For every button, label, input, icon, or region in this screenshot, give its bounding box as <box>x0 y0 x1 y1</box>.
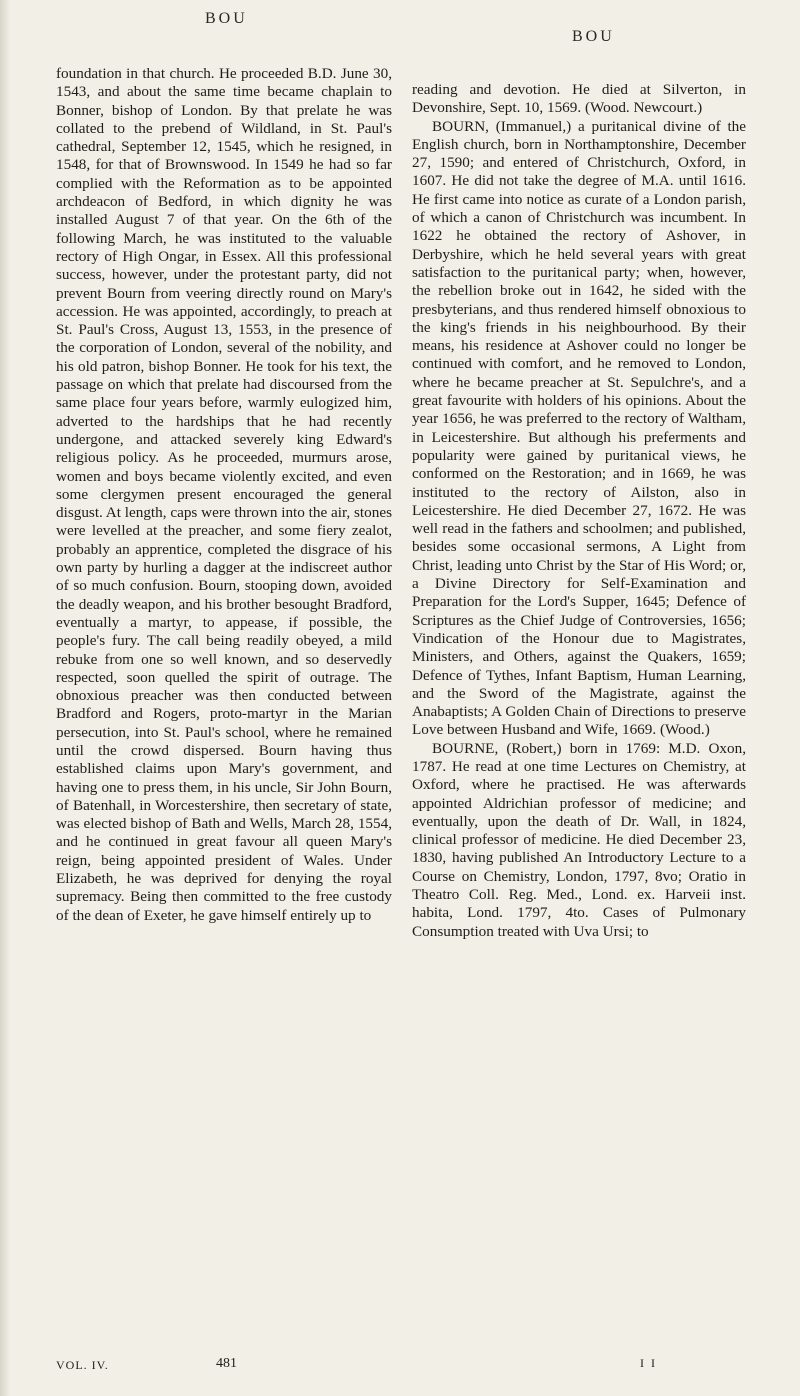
right-column <box>412 81 746 941</box>
volume-label: VOL. IV. <box>56 1358 109 1372</box>
entry-bourn-immanuel: BOURN, (Immanuel,) a puritanical divine of the English church, born in Northamptonshire, December 27, 1590; and entered of Christchurch, Oxford, in 1607. He did not take the degree of M.A. until 1616. He first came into notice as curate of a London parish, of which a canon of Christchurch was incumbent. In 1622 he obtained the rectory of Ashover, in Derbyshire, which he held several years with great satisfaction to the puritanical party; when, however, the rebellion broke out in 1642, he sided with the presbyterians, and thus rendered himself obnoxious to the king's friends in his neighbourhood. By their means, his residence at Ashover could no longer be continued with comfort, and he removed to London, where he became preacher at St. Sepulchre's, and a great favourite with holders of his opinions. About the year 1656, he was preferred to the rectory of Waltham, in Leicestershire. But although his preferments and popularity were gained by puritanical views, he conformed on the Restoration; and in 1669, he was instituted to the rectory of Ailston, also in Leicestershire. He died December 27, 1672. He was well read in the fathers and schoolmen; and published, besides some occasional sermons, A Light from Christ, leading unto Christ by the Star of His Word; or, a Divine Directory for Self-Examination and Preparation for the Lord's Supper, 1645; Defence of Scriptures as the Chief Judge of Controversies, 1656; Vindication of the Honour due to Magistrates, Ministers, and Others, against the Quakers, 1659; Defence of Tythes, Infant Baptism, Human Learning, and the Sword of the Magistrate, against the Anabaptists; A Golden Chain of Directions to preserve Love between Husband and Wife, 1669. (Wood.) <box>412 117 746 739</box>
signature-mark: I I <box>640 1356 657 1370</box>
entry-bourne-robert: BOURNE, (Robert,) born in 1769: M.D. Oxon, 1787. He read at one time Lectures on Chemistry, at Oxford, where he practised. He was afterwards appointed Aldrichian professor of medicine; and eventually, upon the death of Dr. Wall, in 1824, clinical professor of medicine. He died December 23, 1830, having published An Introductory Lecture to a Course on Chemistry, London, 1797, 8vo; Oratio in Theatro Coll. Reg. Med., Lond. ex. Harveii inst. habita, Lond. 1797, 4to. Cases of Pulmonary Consumption treated with Uva Ursi; to <box>412 739 746 940</box>
running-head-left: BOU <box>205 10 248 27</box>
page-gutter-shadow <box>0 0 10 1396</box>
right-column-paragraph-continuation: reading and devotion. He died at Silverton, in Devonshire, Sept. 10, 1569. (Wood. Newcourt.) <box>412 81 746 117</box>
running-head-right: BOU <box>572 28 615 45</box>
page-number: 481 <box>216 1356 237 1371</box>
left-column-paragraph: foundation in that church. He proceeded B.D. June 30, 1543, and about the same time became chaplain to Bonner, bishop of London. By that prelate he was collated to the prebend of Wildland, in St. Paul's cathedral, September 12, 1545, which he resigned, in 1548, for that of Brownswood. In 1549 he had so far complied with the Reformation as to be appointed archdeacon of Bedford, in which dignity he was installed August 7 of that year. On the 6th of the following March, he was instituted to the valuable rectory of High Ongar, in Essex. All this professional success, however, under the protestant party, did not prevent Bourn from veering directly round on Mary's accession. He was appointed, accordingly, to preach at St. Paul's Cross, August 13, 1553, in the presence of the corporation of London, several of the nobility, and his old patron, bishop Bonner. He took for his text, the passage on which that prelate had discoursed from the same place four years before, warmly eulogized him, adverted to the hardships that he had recently undergone, and attacked severely king Edward's religious policy. As he proceeded, murmurs arose, women and boys became violently excited, and even some clergymen present encouraged the general disgust. At length, caps were thrown into the air, stones were levelled at the preacher, and some fiery zealot, probably an apprentice, completed the disgrace of his own party by hurling a dagger at the indiscreet author of so much confusion. Bourn, stooping down, avoided the deadly weapon, and his brother besought Bradford, eventually a martyr, to appease, if possible, the people's fury. The call being readily obeyed, a mild rebuke from one so well known, and so deservedly respected, soon quelled the spirit of outrage. The obnoxious preacher was then conducted between Bradford and Rogers, proto-martyr in the Marian persecution, into St. Paul's school, where he remained until the crowd dispersed. Bourn having thus established claims upon Mary's government, and having one to press them, in his uncle, Sir John Bourn, of Batenhall, in Worcestershire, then secretary of state, was elected bishop of Bath and Wells, March 28, 1554, and he continued in great favour all queen Mary's reign, being appointed president of Wales. Under Elizabeth, he was deprived for denying the royal supremacy. Being then committed to the free custody of the dean of Exeter, he gave himself entirely up to <box>56 65 392 924</box>
left-column <box>56 65 392 925</box>
